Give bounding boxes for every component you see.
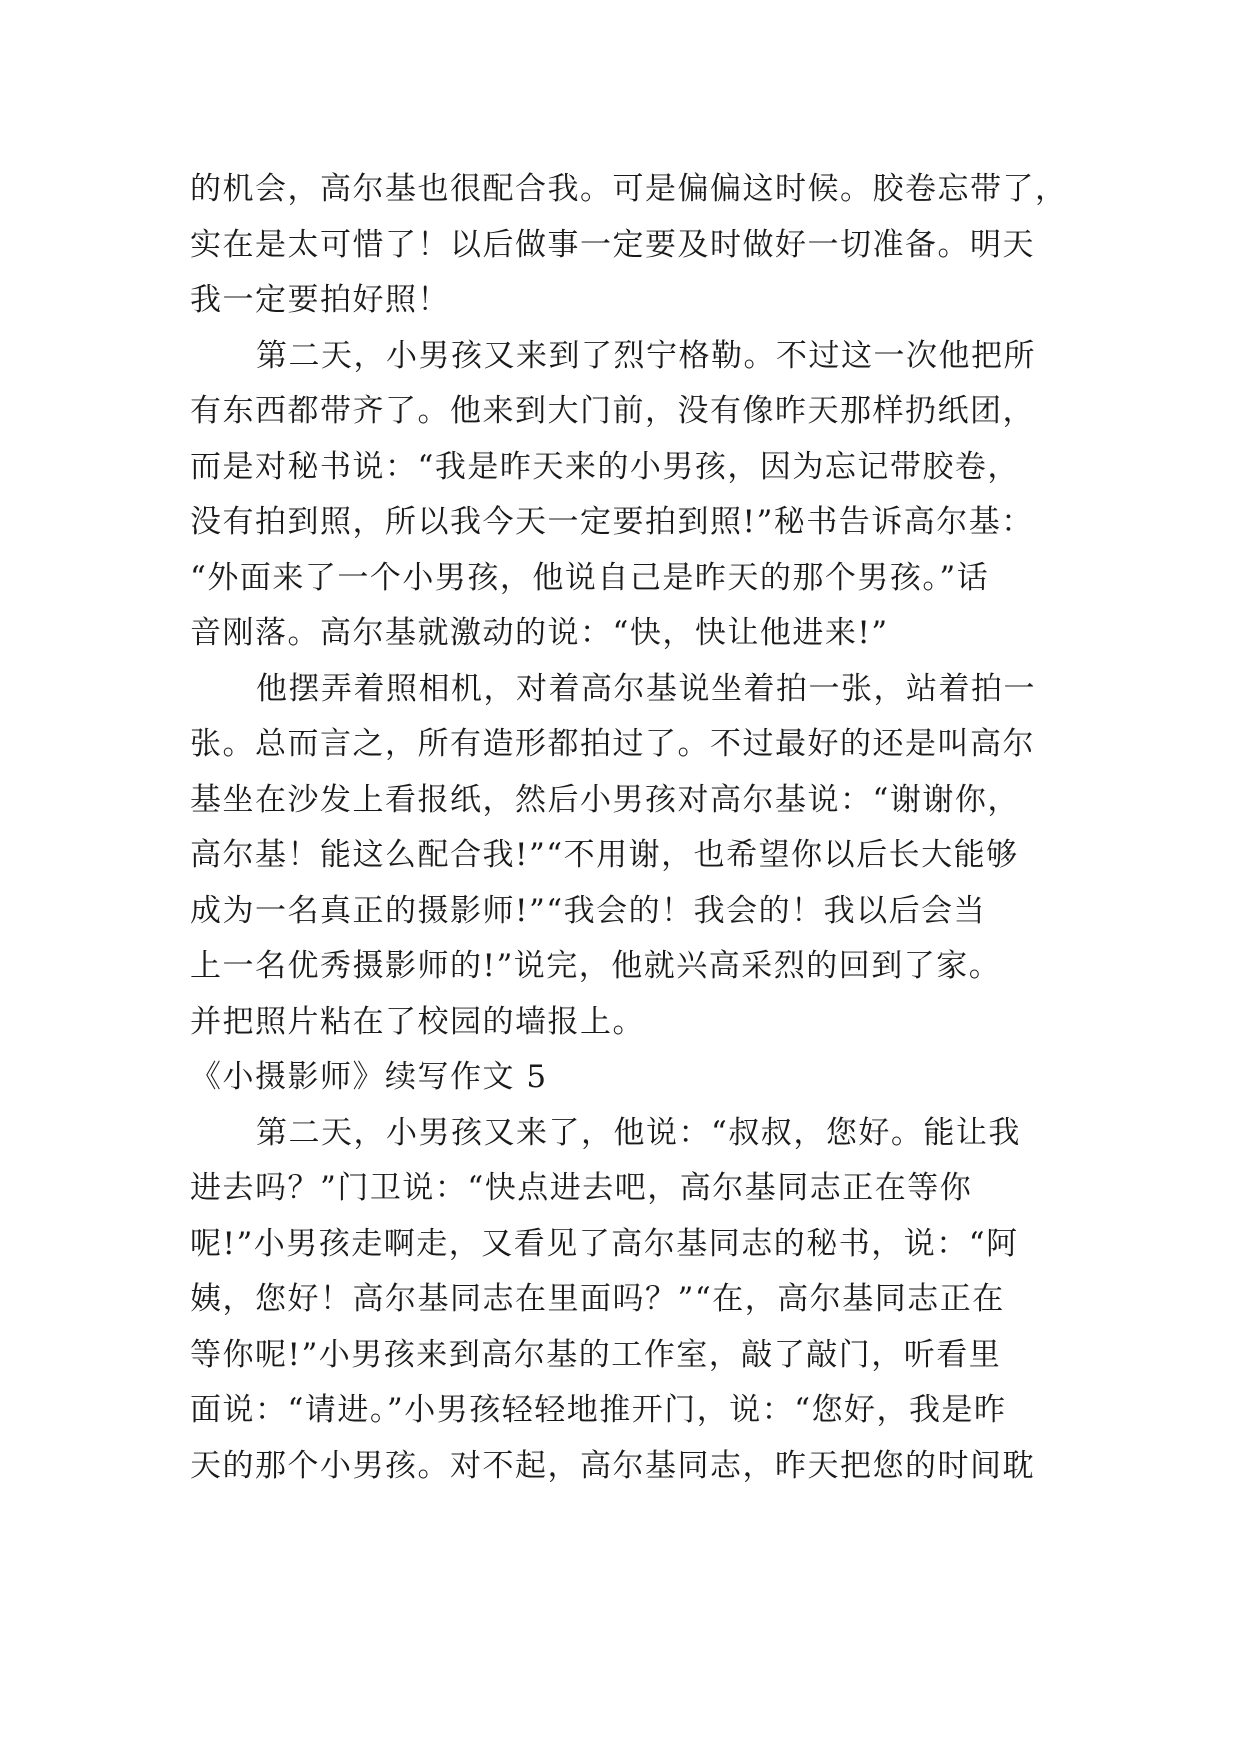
text-line: 而是对秘书说：“我是昨天来的小男孩，因为忘记带胶卷， — [190, 448, 1020, 485]
text-line: 音刚落。高尔基就激动的说：“快，快让他进来!” — [190, 615, 889, 651]
text-line: 并把照片粘在了校园的墙报上。 — [190, 1003, 645, 1040]
paragraph-start-line: 第二天，小男孩又来到了烈宁格勒。不过这一次他把所 — [256, 337, 1036, 374]
text-line: 实在是太可惜了！以后做事一定要及时做好一切准备。明天 — [190, 226, 1035, 263]
text-line: 的机会，高尔基也很配合我。可是偏偏这时候。胶卷忘带了， — [190, 171, 1068, 207]
text-line: 面说：“请进。”小男孩轻轻地推开门，说：“您好，我是昨 — [190, 1392, 1007, 1428]
text-line: 姨，您好！高尔基同志在里面吗？”“在，高尔基同志正在 — [190, 1281, 1005, 1317]
paragraph-start-line: 第二天，小男孩又来了，他说：“叔叔，您好。能让我 — [256, 1114, 1021, 1151]
text-line: 没有拍到照，所以我今天一定要拍到照!”秘书告诉高尔基： — [190, 504, 1034, 540]
text-line: 进去吗？”门卫说：“快点进去吧，高尔基同志正在等你 — [190, 1170, 973, 1206]
text-line: 高尔基！能这么配合我!”“不用谢，也希望你以后长大能够 — [190, 837, 1019, 873]
text-line: 呢!”小男孩走啊走，又看见了高尔基同志的秘书，说：“阿 — [190, 1225, 1019, 1262]
document-body — [190, 162, 1080, 1494]
text-line: 基坐在沙发上看报纸，然后小男孩对高尔基说：“谢谢你， — [190, 781, 1020, 818]
section-heading: 《小摄影师》续写作文 5 — [190, 1059, 548, 1095]
text-line: 有东西都带齐了。他来到大门前，没有像昨天那样扔纸团， — [190, 393, 1035, 429]
text-line: 张。总而言之，所有造形都拍过了。不过最好的还是叫高尔 — [190, 726, 1035, 762]
text-line: 上一名优秀摄影师的!”说完，他就兴高采烈的回到了家。 — [190, 948, 1002, 984]
text-line: 等你呢!”小男孩来到高尔基的工作室，敲了敲门，听看里 — [190, 1336, 1002, 1373]
text-line: 天的那个小男孩。对不起，高尔基同志，昨天把您的时间耽 — [190, 1447, 1035, 1484]
text-line: 我一定要拍好照！ — [190, 282, 450, 318]
paragraph-start-line: 他摆弄着照相机，对着高尔基说坐着拍一张，站着拍一 — [256, 670, 1036, 707]
text-line: “外面来了一个小男孩，他说自己是昨天的那个男孩。”话 — [190, 559, 990, 596]
text-line: 成为一名真正的摄影师!”“我会的！我会的！我以后会当 — [190, 892, 987, 929]
